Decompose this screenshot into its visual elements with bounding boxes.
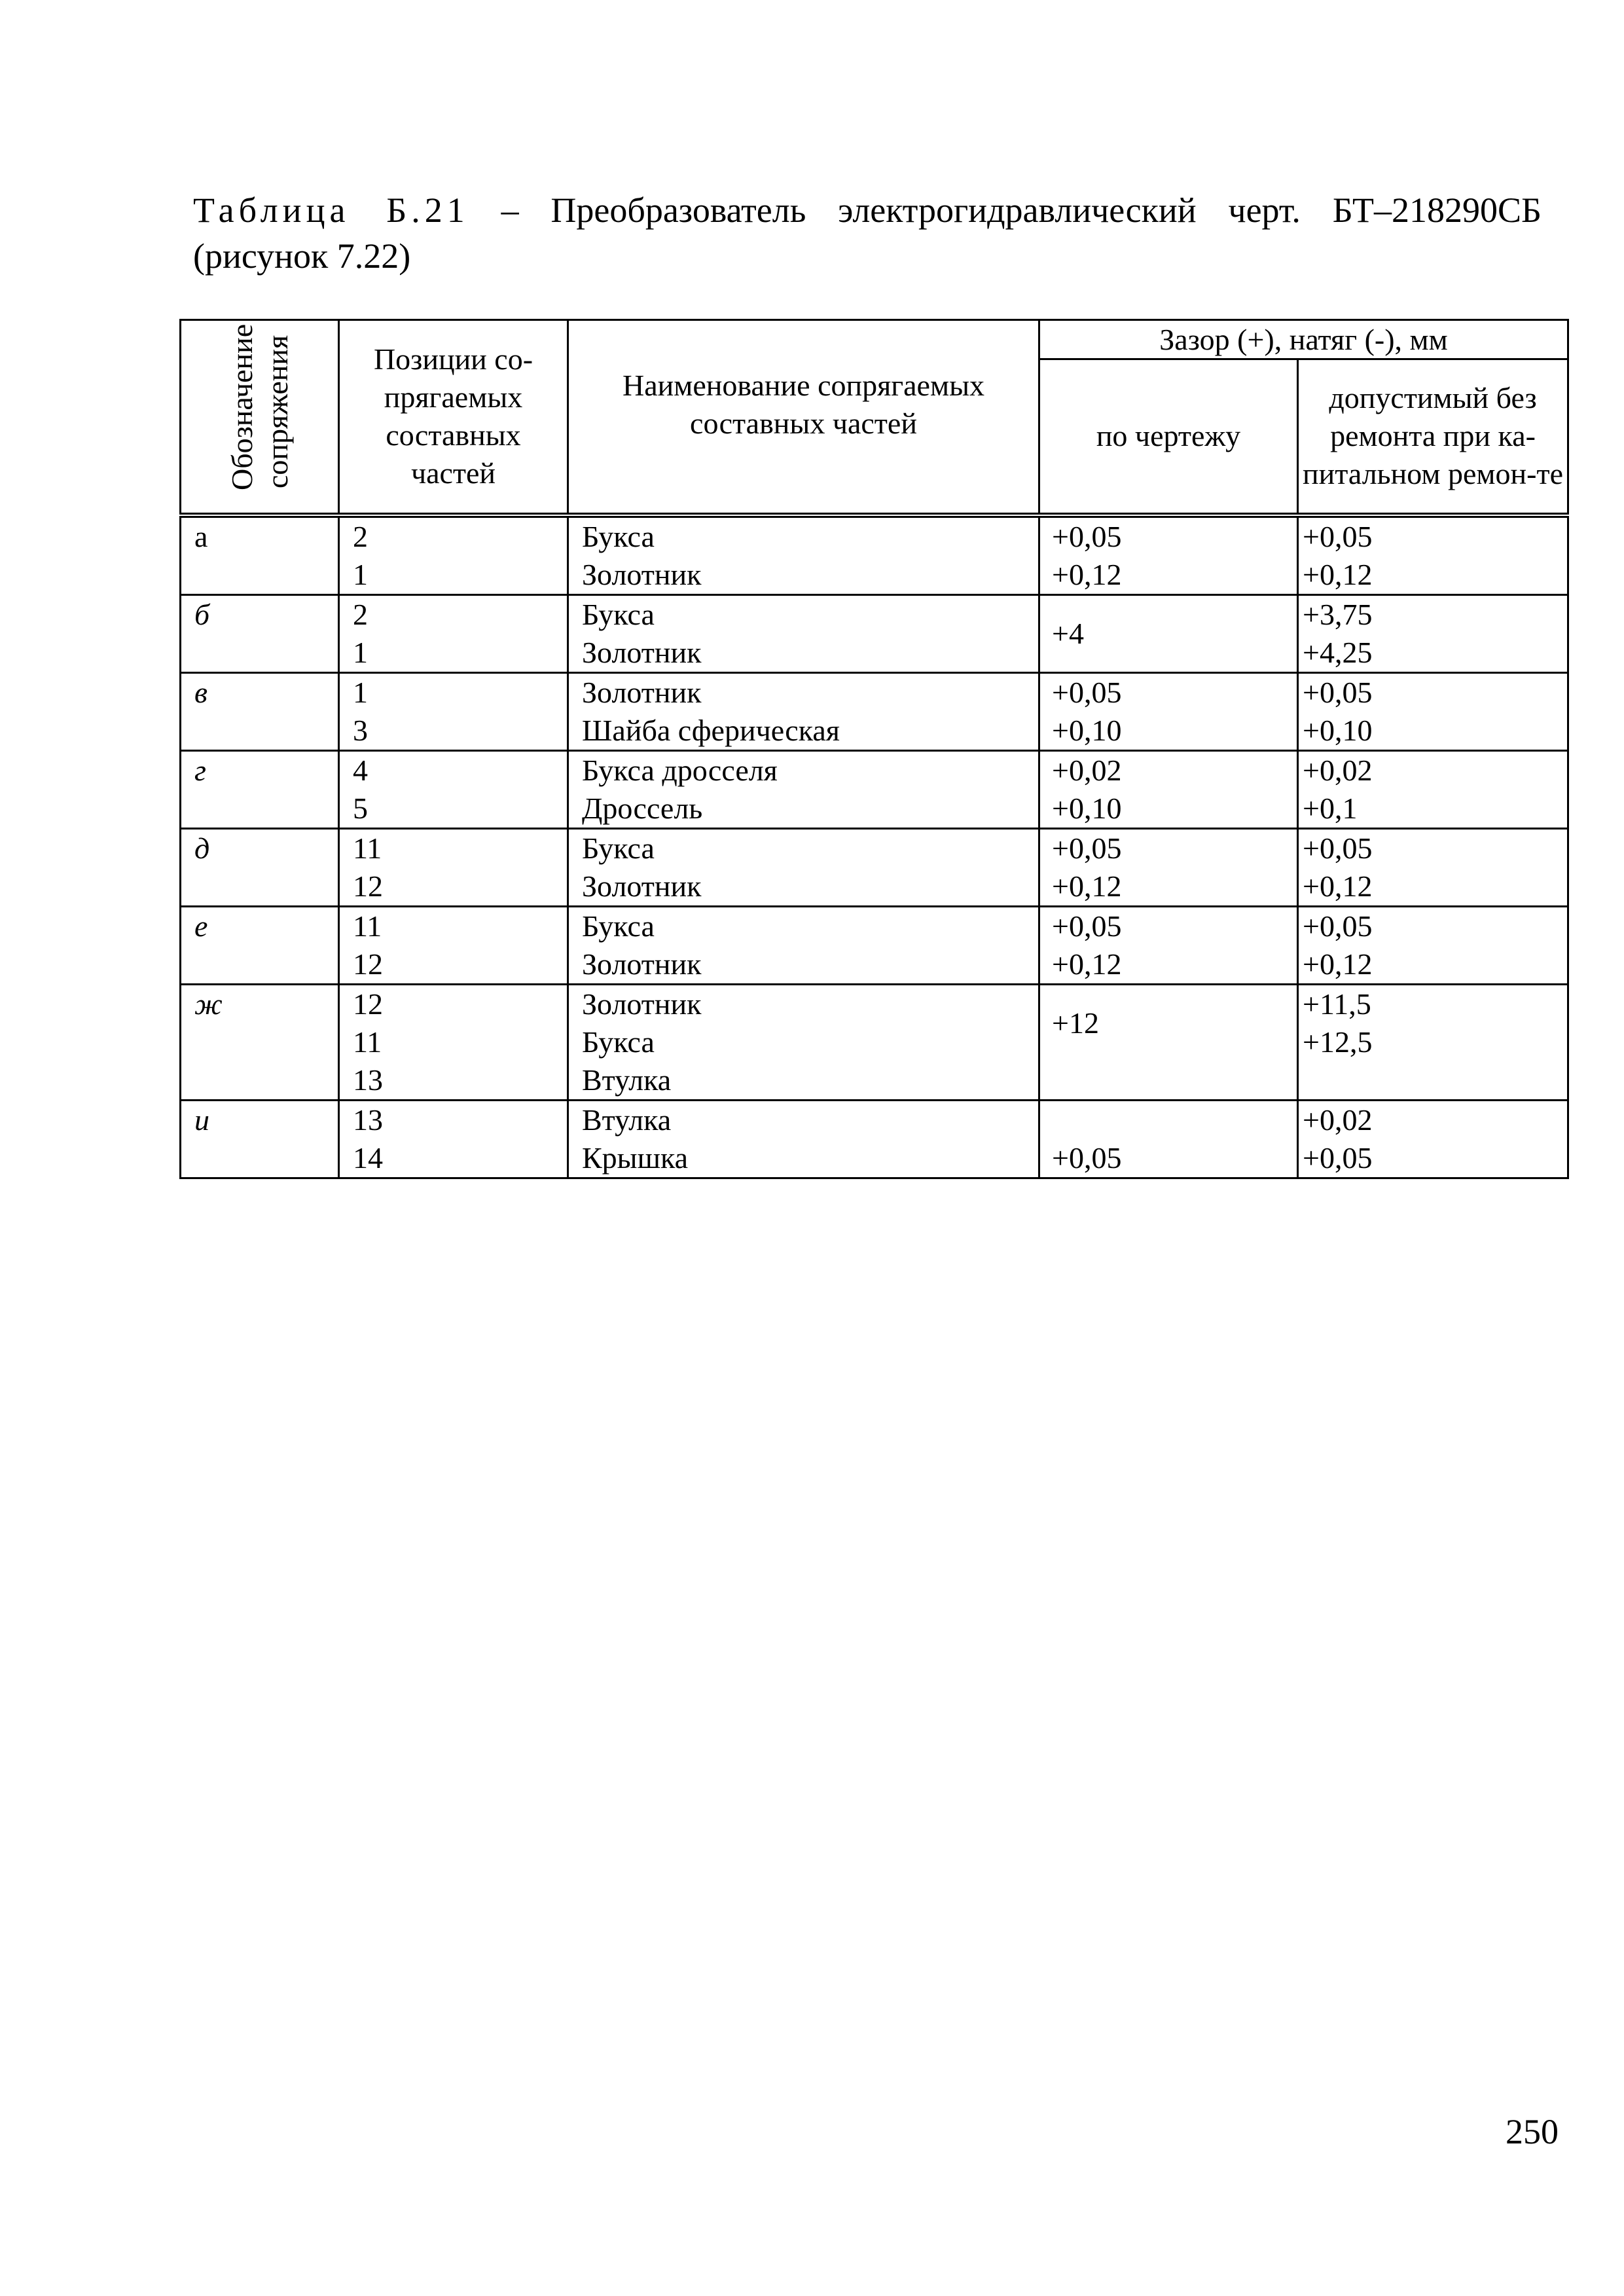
cell-allowed bbox=[1298, 828, 1568, 906]
table-caption bbox=[193, 189, 1542, 232]
table-caption-text: – Преобразователь электрогидравлический черт. БТ–218290СБ bbox=[469, 191, 1542, 230]
position-number: 1 bbox=[353, 557, 368, 591]
part-name: Букса дросселя bbox=[582, 753, 778, 787]
table-row bbox=[181, 672, 1568, 750]
table-row bbox=[181, 750, 1568, 828]
drawing-value: +0,10 bbox=[1052, 713, 1122, 747]
header-designation-text: Обозначение сопряжения bbox=[225, 324, 294, 491]
position-number: 4 bbox=[353, 753, 368, 787]
drawing-value: +12 bbox=[1052, 1006, 1099, 1040]
drawing-value: +4 bbox=[1052, 616, 1084, 650]
header-gap: Зазор (+), натяг (-), мм bbox=[1039, 320, 1568, 359]
drawing-value: +0,05 bbox=[1052, 831, 1122, 865]
allowed-value: +0,05 bbox=[1303, 675, 1373, 709]
designation-label: д bbox=[194, 831, 210, 865]
drawing-value: +0,10 bbox=[1052, 791, 1122, 825]
allowed-value: +0,05 bbox=[1303, 909, 1373, 943]
cell-positions bbox=[339, 750, 568, 828]
position-number: 14 bbox=[353, 1140, 383, 1175]
designation-label: в bbox=[194, 675, 208, 709]
allowed-value: +0,1 bbox=[1303, 791, 1358, 825]
cell-names bbox=[568, 828, 1039, 906]
cell-by-drawing bbox=[1039, 594, 1298, 672]
part-name: Крышка bbox=[582, 1140, 689, 1175]
part-name: Дроссель bbox=[582, 791, 703, 825]
position-number: 1 bbox=[353, 675, 368, 709]
page-number: 250 bbox=[1506, 2112, 1559, 2151]
part-name: Букса bbox=[582, 519, 655, 553]
drawing-value: +0,05 bbox=[1052, 1140, 1122, 1175]
cell-names bbox=[568, 906, 1039, 984]
designation-label: е bbox=[194, 909, 208, 943]
drawing-value: +0,05 bbox=[1052, 909, 1122, 943]
cell-positions bbox=[339, 594, 568, 672]
part-name: Золотник bbox=[582, 869, 702, 903]
part-name: Букса bbox=[582, 909, 655, 943]
cell-by-drawing bbox=[1039, 828, 1298, 906]
allowed-value: +0,05 bbox=[1303, 1140, 1373, 1175]
position-number: 3 bbox=[353, 713, 368, 747]
table-row bbox=[181, 828, 1568, 906]
allowed-value: +0,10 bbox=[1303, 713, 1373, 747]
cell-by-drawing bbox=[1039, 515, 1298, 595]
cell-names bbox=[568, 515, 1039, 595]
cell-names bbox=[568, 672, 1039, 750]
cell-allowed bbox=[1298, 984, 1568, 1100]
allowed-value: +0,12 bbox=[1303, 557, 1373, 591]
cell-positions bbox=[339, 515, 568, 595]
cell-by-drawing bbox=[1039, 984, 1298, 1100]
allowed-value: +0,02 bbox=[1303, 1102, 1373, 1137]
drawing-value: +0,02 bbox=[1052, 753, 1122, 787]
allowed-value: +0,12 bbox=[1303, 947, 1373, 981]
allowed-value: +0,05 bbox=[1303, 519, 1373, 553]
cell-allowed bbox=[1298, 672, 1568, 750]
header-positions-text: Позиции со-прягаемых составных частей bbox=[373, 342, 533, 490]
table-caption-line2: (рисунок 7.22) bbox=[193, 236, 411, 276]
cell-allowed bbox=[1298, 594, 1568, 672]
drawing-value bbox=[1052, 1101, 1297, 1139]
allowed-value: +0,12 bbox=[1303, 869, 1373, 903]
cell-designation bbox=[181, 1100, 339, 1178]
part-name: Букса bbox=[582, 1025, 655, 1059]
header-designation bbox=[181, 320, 339, 515]
cell-designation bbox=[181, 672, 339, 750]
position-number: 12 bbox=[353, 947, 383, 981]
cell-positions bbox=[339, 906, 568, 984]
clearance-table bbox=[179, 319, 1569, 1179]
part-name: Букса bbox=[582, 831, 655, 865]
header-name bbox=[568, 320, 1039, 515]
cell-by-drawing bbox=[1039, 1100, 1298, 1178]
table-row bbox=[181, 906, 1568, 984]
cell-designation bbox=[181, 906, 339, 984]
cell-allowed bbox=[1298, 515, 1568, 595]
designation-label: г bbox=[194, 753, 206, 787]
cell-allowed bbox=[1298, 1100, 1568, 1178]
allowed-value: +0,05 bbox=[1303, 831, 1373, 865]
header-name-text: Наименование сопрягаемых составных частей bbox=[623, 369, 984, 441]
cell-positions bbox=[339, 672, 568, 750]
table-body bbox=[181, 515, 1568, 1178]
cell-designation bbox=[181, 594, 339, 672]
cell-designation bbox=[181, 984, 339, 1100]
table-caption-label: Таблица Б.21 bbox=[193, 191, 469, 230]
position-number: 2 bbox=[353, 597, 368, 631]
part-name: Шайба сферическая bbox=[582, 713, 840, 747]
header-by-drawing: по чертежу bbox=[1039, 359, 1298, 515]
allowed-value: +0,02 bbox=[1303, 753, 1373, 787]
part-name: Букса bbox=[582, 597, 655, 631]
part-name: Втулка bbox=[582, 1063, 672, 1097]
cell-by-drawing bbox=[1039, 672, 1298, 750]
part-name: Золотник bbox=[582, 557, 702, 591]
cell-positions bbox=[339, 1100, 568, 1178]
table-row bbox=[181, 984, 1568, 1100]
position-number: 12 bbox=[353, 869, 383, 903]
position-number: 11 bbox=[353, 1025, 382, 1059]
cell-designation bbox=[181, 828, 339, 906]
position-number: 13 bbox=[353, 1063, 383, 1097]
position-number: 11 bbox=[353, 831, 382, 865]
part-name: Втулка bbox=[582, 1102, 672, 1137]
allowed-value: +12,5 bbox=[1303, 1025, 1373, 1059]
position-number: 11 bbox=[353, 909, 382, 943]
cell-designation bbox=[181, 515, 339, 595]
position-number: 2 bbox=[353, 519, 368, 553]
cell-names bbox=[568, 750, 1039, 828]
header-positions bbox=[339, 320, 568, 515]
cell-allowed bbox=[1298, 750, 1568, 828]
position-number: 12 bbox=[353, 987, 383, 1021]
cell-allowed bbox=[1298, 906, 1568, 984]
header-allowed-text: допустимый без ремонта при ка-питальном ремон-те bbox=[1303, 381, 1563, 491]
position-number: 13 bbox=[353, 1102, 383, 1137]
position-number: 1 bbox=[353, 635, 368, 669]
cell-names bbox=[568, 984, 1039, 1100]
part-name: Золотник bbox=[582, 947, 702, 981]
table-row bbox=[181, 515, 1568, 595]
allowed-value: +11,5 bbox=[1303, 987, 1371, 1021]
part-name: Золотник bbox=[582, 635, 702, 669]
cell-names bbox=[568, 1100, 1039, 1178]
cell-positions bbox=[339, 828, 568, 906]
drawing-value: +0,12 bbox=[1052, 947, 1122, 981]
cell-by-drawing bbox=[1039, 750, 1298, 828]
designation-label: и bbox=[194, 1102, 209, 1137]
designation-label: а bbox=[194, 519, 208, 553]
position-number: 5 bbox=[353, 791, 368, 825]
table-row bbox=[181, 594, 1568, 672]
drawing-value: +0,05 bbox=[1052, 519, 1122, 553]
allowed-value: +3,75 bbox=[1303, 597, 1373, 631]
cell-positions bbox=[339, 984, 568, 1100]
drawing-value: +0,12 bbox=[1052, 869, 1122, 903]
part-name: Золотник bbox=[582, 987, 702, 1021]
cell-designation bbox=[181, 750, 339, 828]
part-name: Золотник bbox=[582, 675, 702, 709]
designation-label: б bbox=[194, 597, 210, 631]
drawing-value: +0,12 bbox=[1052, 557, 1122, 591]
designation-label: ж bbox=[194, 987, 223, 1021]
header-allowed bbox=[1298, 359, 1568, 515]
table-row bbox=[181, 1100, 1568, 1178]
drawing-value: +0,05 bbox=[1052, 675, 1122, 709]
cell-by-drawing bbox=[1039, 906, 1298, 984]
cell-names bbox=[568, 594, 1039, 672]
allowed-value: +4,25 bbox=[1303, 635, 1373, 669]
